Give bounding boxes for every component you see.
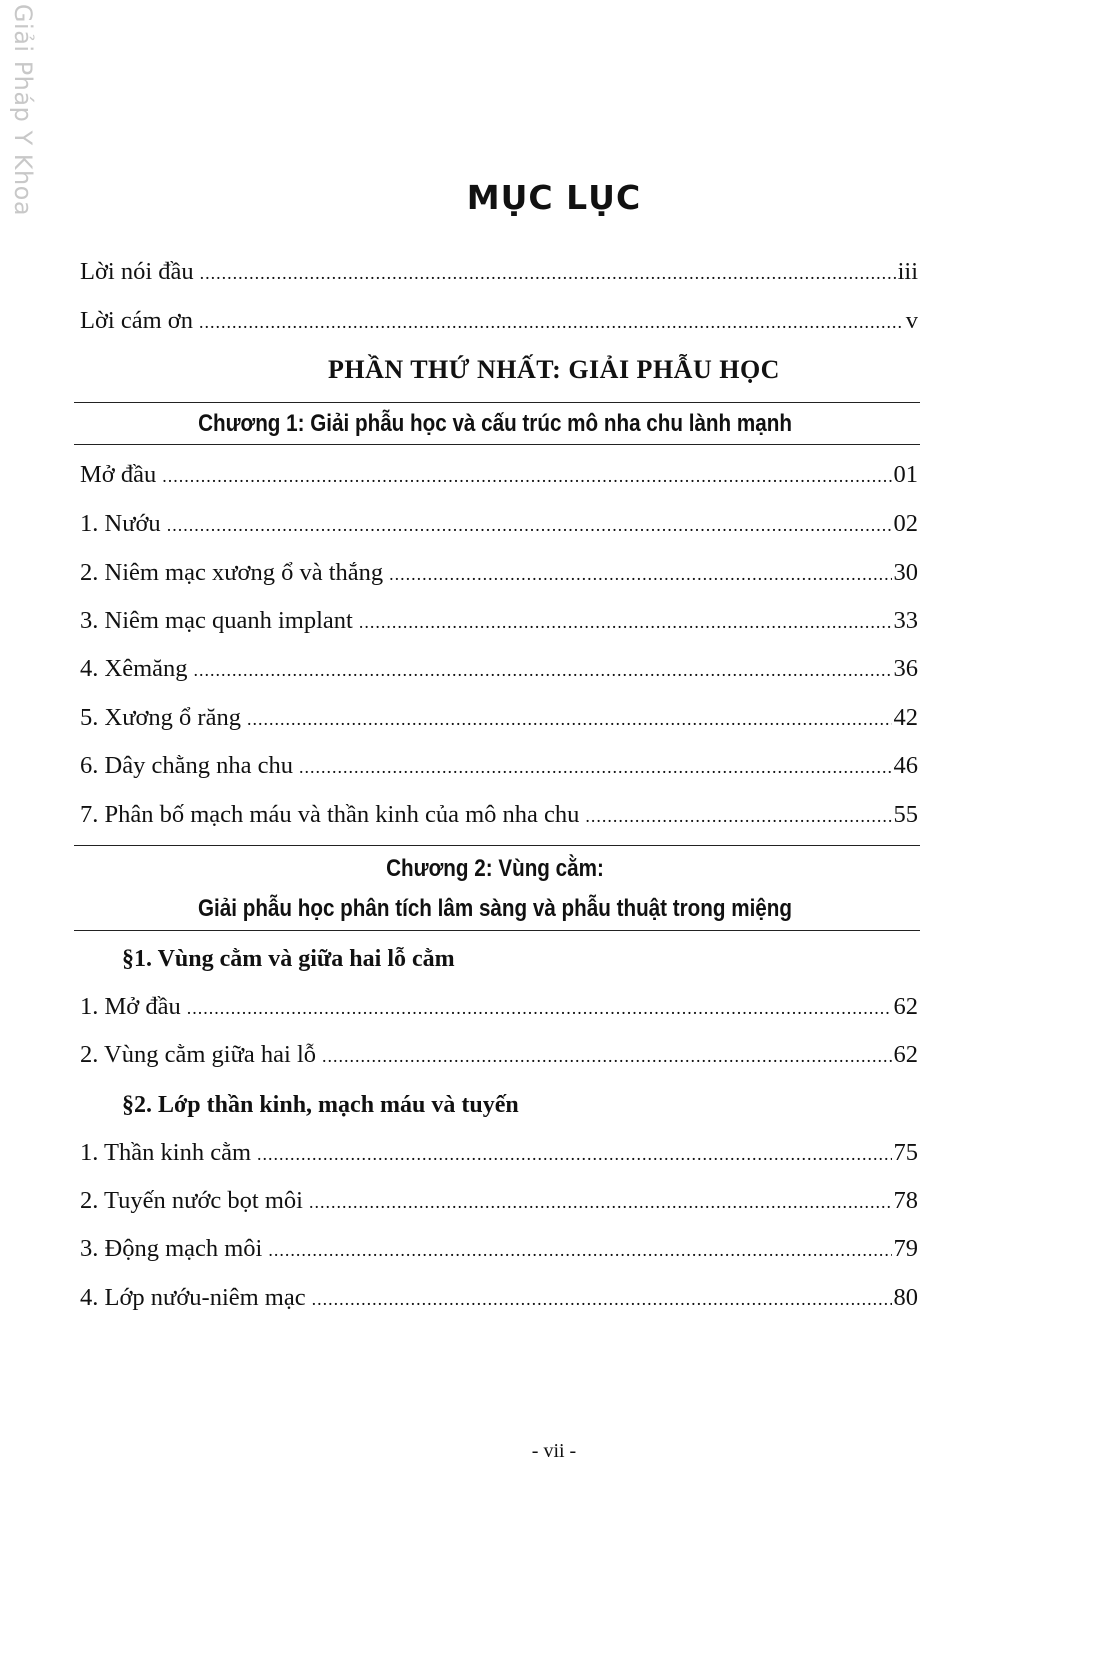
- toc-entry-page: 62: [893, 993, 918, 1020]
- dot-leader: [309, 1192, 892, 1213]
- toc-entry-label: 2. Tuyến nước bọt môi: [80, 1187, 303, 1214]
- toc-entry[interactable]: [80, 1284, 918, 1318]
- dot-leader: [312, 1289, 892, 1310]
- toc-entry-label: 1. Nướu: [80, 510, 161, 537]
- chapter-heading-line1: Chương 2: Vùng cằm:: [386, 855, 604, 882]
- toc-entry-page: 79: [893, 1235, 918, 1262]
- toc-entry-label: 6. Dây chằng nha chu: [80, 752, 293, 779]
- chapter-heading-line2: Giải phẫu học phân tích lâm sàng và phẫu thuật trong miệng: [197, 895, 793, 922]
- toc-entry-label: 7. Phân bố mạch máu và thần kinh của mô nha chu: [80, 801, 580, 828]
- toc-entry-label: 2. Niêm mạc xương ổ và thắng: [80, 559, 384, 586]
- dot-leader: [187, 998, 892, 1019]
- dot-leader: [322, 1046, 891, 1067]
- chapter-heading: Chương 1: Giải phẫu học và cấu trúc mô nha chu lành mạnh: [198, 410, 792, 437]
- toc-entry-label: 1. Thần kinh cằm: [80, 1139, 252, 1166]
- watermark: Giải Pháp Y Khoa: [9, 3, 37, 217]
- dot-leader: [199, 312, 904, 333]
- toc-entry-label: Lời cám ơn: [80, 307, 193, 334]
- toc-entry-label: 2. Vùng cằm giữa hai lỗ: [80, 1041, 317, 1068]
- toc-entry-page: 36: [893, 655, 918, 682]
- toc-entry[interactable]: [80, 752, 918, 786]
- toc-entry-page: 42: [893, 704, 918, 731]
- toc-entry-label: 4. Lớp nướu-niêm mạc: [80, 1284, 306, 1311]
- toc-entry[interactable]: [80, 461, 918, 495]
- toc-entry-page: 33: [893, 607, 918, 634]
- toc-entry-label: 1. Mở đầu: [80, 993, 181, 1020]
- toc-entry-page: 80: [893, 1284, 918, 1311]
- toc-entry-label: 3. Niêm mạc quanh implant: [80, 607, 353, 634]
- toc-entry-label: Lời nói đầu: [80, 258, 194, 285]
- toc-entry[interactable]: [80, 258, 918, 292]
- divider-line: [74, 930, 920, 931]
- toc-entry[interactable]: [80, 1235, 918, 1269]
- page-title: MỤC LỤC: [466, 178, 642, 217]
- dot-leader: [200, 263, 896, 284]
- dot-leader: [247, 709, 892, 730]
- divider-line: [74, 444, 920, 445]
- dot-leader: [162, 466, 891, 487]
- toc-entry[interactable]: [80, 655, 918, 689]
- dot-leader: [268, 1240, 891, 1261]
- toc-entry[interactable]: [80, 510, 918, 544]
- part-heading: PHẦN THỨ NHẤT: GIẢI PHẪU HỌC: [328, 355, 780, 384]
- toc-entry-label: 3. Động mạch môi: [80, 1235, 263, 1262]
- toc-entry[interactable]: [80, 307, 918, 341]
- section-heading: §2. Lớp thần kinh, mạch máu và tuyến: [122, 1092, 519, 1118]
- toc-entry-page: 55: [893, 801, 918, 828]
- toc-entry-page: 75: [893, 1139, 918, 1166]
- toc-entry[interactable]: [80, 993, 918, 1027]
- toc-entry-label: Mở đầu: [80, 461, 157, 488]
- toc-entry[interactable]: [80, 1041, 918, 1075]
- dot-leader: [299, 757, 892, 778]
- dot-leader: [389, 564, 891, 585]
- dot-leader: [257, 1144, 891, 1165]
- toc-entry[interactable]: [80, 607, 918, 641]
- dot-leader: [359, 612, 892, 633]
- toc-entry-page: v: [905, 307, 918, 334]
- toc-entry-page: 30: [893, 559, 918, 586]
- toc-entry-page: 78: [893, 1187, 918, 1214]
- toc-entry[interactable]: [80, 1139, 918, 1173]
- divider-line: [74, 845, 920, 846]
- toc-entry-label: 4. Xêmăng: [80, 655, 188, 682]
- toc-entry-page: 46: [893, 752, 918, 779]
- toc-entry[interactable]: [80, 559, 918, 593]
- toc-entry[interactable]: [80, 1187, 918, 1221]
- toc-entry-page: 62: [893, 1041, 918, 1068]
- dot-leader: [167, 515, 892, 536]
- toc-entry-label: 5. Xương ổ răng: [80, 704, 241, 731]
- dot-leader: [194, 660, 892, 681]
- page-number-footer: - vii -: [531, 1440, 577, 1462]
- toc-entry[interactable]: [80, 801, 918, 835]
- toc-entry-page: 02: [893, 510, 918, 537]
- toc-entry-page: 01: [893, 461, 918, 488]
- dot-leader: [585, 806, 891, 827]
- section-heading: §1. Vùng cằm và giữa hai lỗ cằm: [122, 946, 455, 972]
- toc-entry[interactable]: [80, 704, 918, 738]
- divider-line: [74, 402, 920, 403]
- toc-entry-page: iii: [897, 258, 918, 285]
